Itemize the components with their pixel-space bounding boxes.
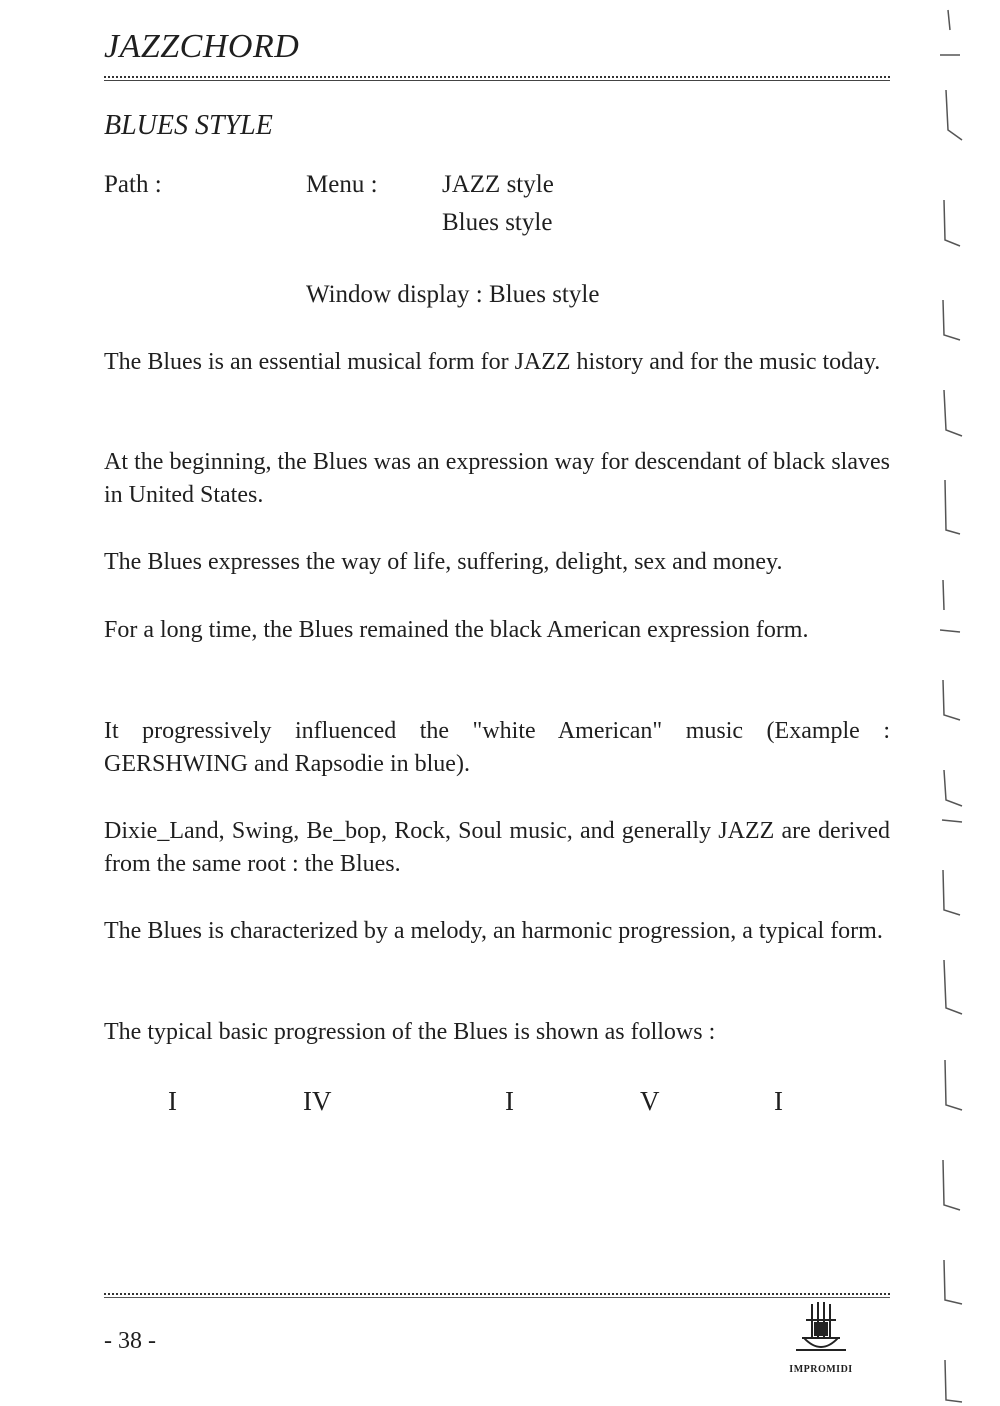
menu-item: Blues style [442, 209, 553, 236]
window-display-line: Window display : Blues style [306, 281, 600, 308]
menu-label: Menu : [306, 171, 378, 198]
progression-numeral: I [168, 1086, 177, 1116]
manual-title: JAZZCHORD [104, 28, 300, 65]
body-paragraph: At the beginning, the Blues was an expression way for descendant of black slaves in United States. [104, 449, 890, 508]
menu-item: JAZZ style [442, 171, 554, 198]
progression-numeral: V [640, 1086, 660, 1116]
header-divider [104, 76, 890, 78]
footer-divider-line [104, 1297, 890, 1298]
impromidi-logo-icon [782, 1298, 860, 1364]
path-label: Path : [104, 171, 162, 198]
logo-text: IMPROMIDI [789, 1364, 853, 1375]
binding-marks [940, 0, 1000, 1406]
progression-numeral: I [505, 1086, 514, 1116]
body-paragraph: It progressively influenced the "white American" music (Example : GERSHWING and Rapsodie in blue). [104, 718, 890, 777]
page-number: - 38 - [104, 1328, 156, 1354]
progression-numeral: I [774, 1086, 783, 1116]
header-divider-line [104, 80, 890, 81]
body-paragraph: Dixie_Land, Swing, Be_bop, Rock, Soul music, and generally JAZZ are derived from the same root : the Blues. [104, 818, 890, 877]
footer-divider [104, 1293, 890, 1295]
body-paragraph: For a long time, the Blues remained the black American expression form. [104, 617, 809, 643]
progression-numeral: IV [303, 1086, 332, 1116]
body-paragraph: The Blues expresses the way of life, suffering, delight, sex and money. [104, 549, 783, 575]
body-paragraph: The typical basic progression of the Blues is shown as follows : [104, 1019, 716, 1045]
body-paragraph: The Blues is an essential musical form for JAZZ history and for the music today. [104, 349, 881, 375]
impromidi-logo [782, 1298, 860, 1378]
section-title: BLUES STYLE [104, 110, 273, 141]
body-paragraph: The Blues is characterized by a melody, an harmonic progression, a typical form. [104, 918, 883, 944]
